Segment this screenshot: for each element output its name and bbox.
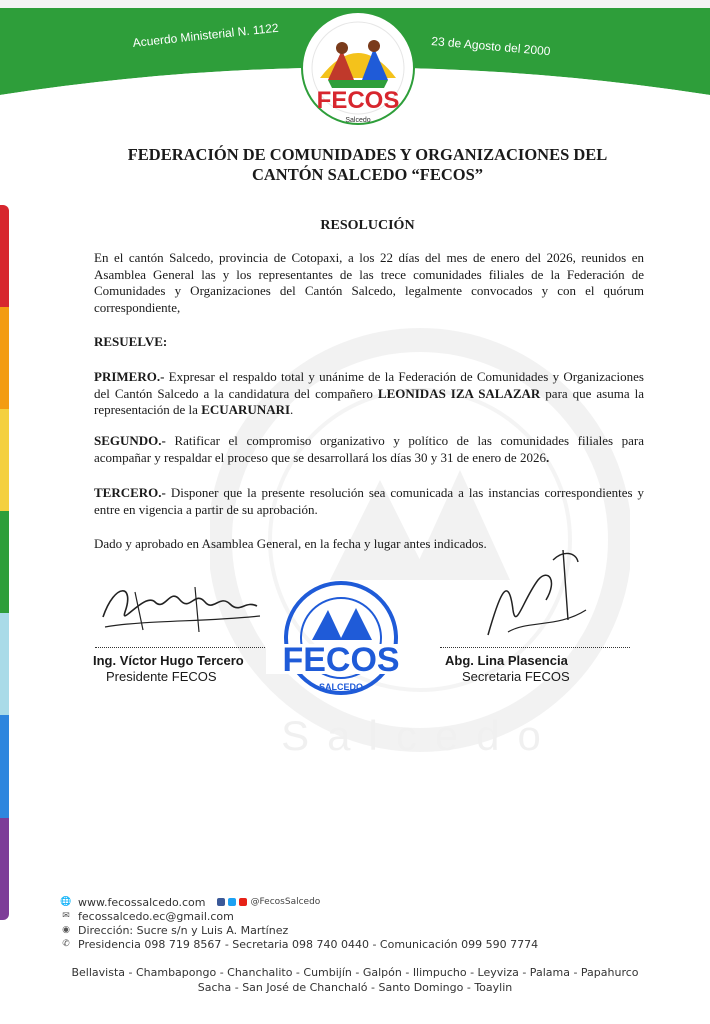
watermark-text: Salcedo [281,712,559,759]
footer-web-row [60,895,538,909]
closing-paragraph: Dado y aprobado en Asamblea General, en la fecha y lugar antes indicados. [94,536,487,551]
right-signature-line [440,647,630,648]
segundo-paragraph [94,433,644,466]
left-signer-role: Presidente FECOS [106,669,217,684]
primero-text: Expresar el respaldo total y unánime de la Federación de Comunidades y Organizaciones del Cantón Salcedo a la candidatura del compañero [94,369,644,401]
footer-phone-row [60,937,538,951]
twitter-icon[interactable] [228,898,236,906]
phone-icon: ✆ [62,939,70,949]
tercero-text: Disponer que la presente resolución sea comunicada a las instancias correspondientes y entre en vigencia a partir de su aprobación. [94,485,644,517]
primero-paragraph [94,369,644,419]
social-links [217,897,320,907]
footer-email[interactable]: fecossalcedo.ec@gmail.com [78,909,234,923]
candidate-name: LEONIDAS IZA SALAZAR [377,385,541,401]
logo-bottom-text: Salcedo [345,117,371,124]
seal-wordmark: FECOS [282,641,400,679]
fecos-seal [262,578,420,703]
segundo-label: SEGUNDO.- [94,433,166,448]
location-pin-icon: ◉ [62,925,70,935]
globe-icon: 🌐 [60,897,72,907]
fecos-logo [298,8,418,128]
communities-line-1: Bellavista - Chambapongo - Chanchalito - Cumbijín - Galpón - Ilimpucho - Leyviza - Palama - Papahurco [71,966,639,979]
footer-phones: Presidencia 098 719 8567 - Secretaria 098 740 0440 - Comunicación 099 590 7774 [78,937,539,951]
resuelve-heading: RESUELVE: [94,334,168,349]
footer-website[interactable]: www.fecossalcedo.com [78,895,206,909]
right-signer-name: Abg. Lina Plasencia [445,653,568,668]
document-title [80,145,655,185]
left-signer-name: Ing. Víctor Hugo Tercero [93,653,244,668]
title-line-2: CANTÓN SALCEDO “FECOS” [251,165,484,184]
intro-paragraph: En el cantón Salcedo, provincia de Cotopaxi, a los 22 días del mes de enero del 2026, reunidos en Asamblea General las y los representantes de las trece comunidades filiales de la Federación de Comunidades y Organizaciones del Cantón Salcedo, legalmente convocados y con el quórum correspondiente, [94,250,644,315]
organization-name: ECUARUNARI [201,402,291,417]
left-signature-line [95,647,265,648]
right-signer-role: Secretaria FECOS [462,669,570,684]
document-subtitle: RESOLUCIÓN [320,218,415,233]
footer-address: Dirección: Sucre s/n y Luis A. Martínez [78,923,289,937]
footer-email-row [60,909,538,923]
facebook-icon[interactable] [217,898,225,906]
communities-line-2: Sacha - San José de Chanchaló - Santo Domingo - Toaylin [197,981,513,994]
right-signature-image [468,540,598,648]
agreement-number: Acuerdo Ministerial N. 1122 [132,20,280,50]
segundo-end: . [545,449,550,465]
social-handle[interactable]: @FecosSalcedo [250,897,321,907]
footer-address-row [60,923,538,937]
tercero-label: TERCERO.- [94,485,166,500]
segundo-text: Ratificar el compromiso organizativo y político de las comunidades filiales para acompañar y respaldar el proceso que se desarrollará los días 30 y 31 de enero de 2026 [94,433,644,465]
logo-wordmark: FECOS [316,87,400,114]
agreement-date: 23 de Agosto del 2000 [430,34,551,59]
left-signature-image [95,572,265,642]
color-strip [0,205,9,920]
mail-icon: ✉ [62,911,70,921]
footer-contact [60,895,538,951]
title-line-1: FEDERACIÓN DE COMUNIDADES Y ORGANIZACIONES DEL [127,145,608,164]
primero-end: . [290,402,294,417]
seal-bottom-text: SALCEDO [318,682,364,692]
tercero-paragraph [94,485,644,518]
youtube-icon[interactable] [239,898,247,906]
primero-label: PRIMERO.- [94,369,165,384]
primero-mid: para que asuma la representación de la [94,385,644,417]
